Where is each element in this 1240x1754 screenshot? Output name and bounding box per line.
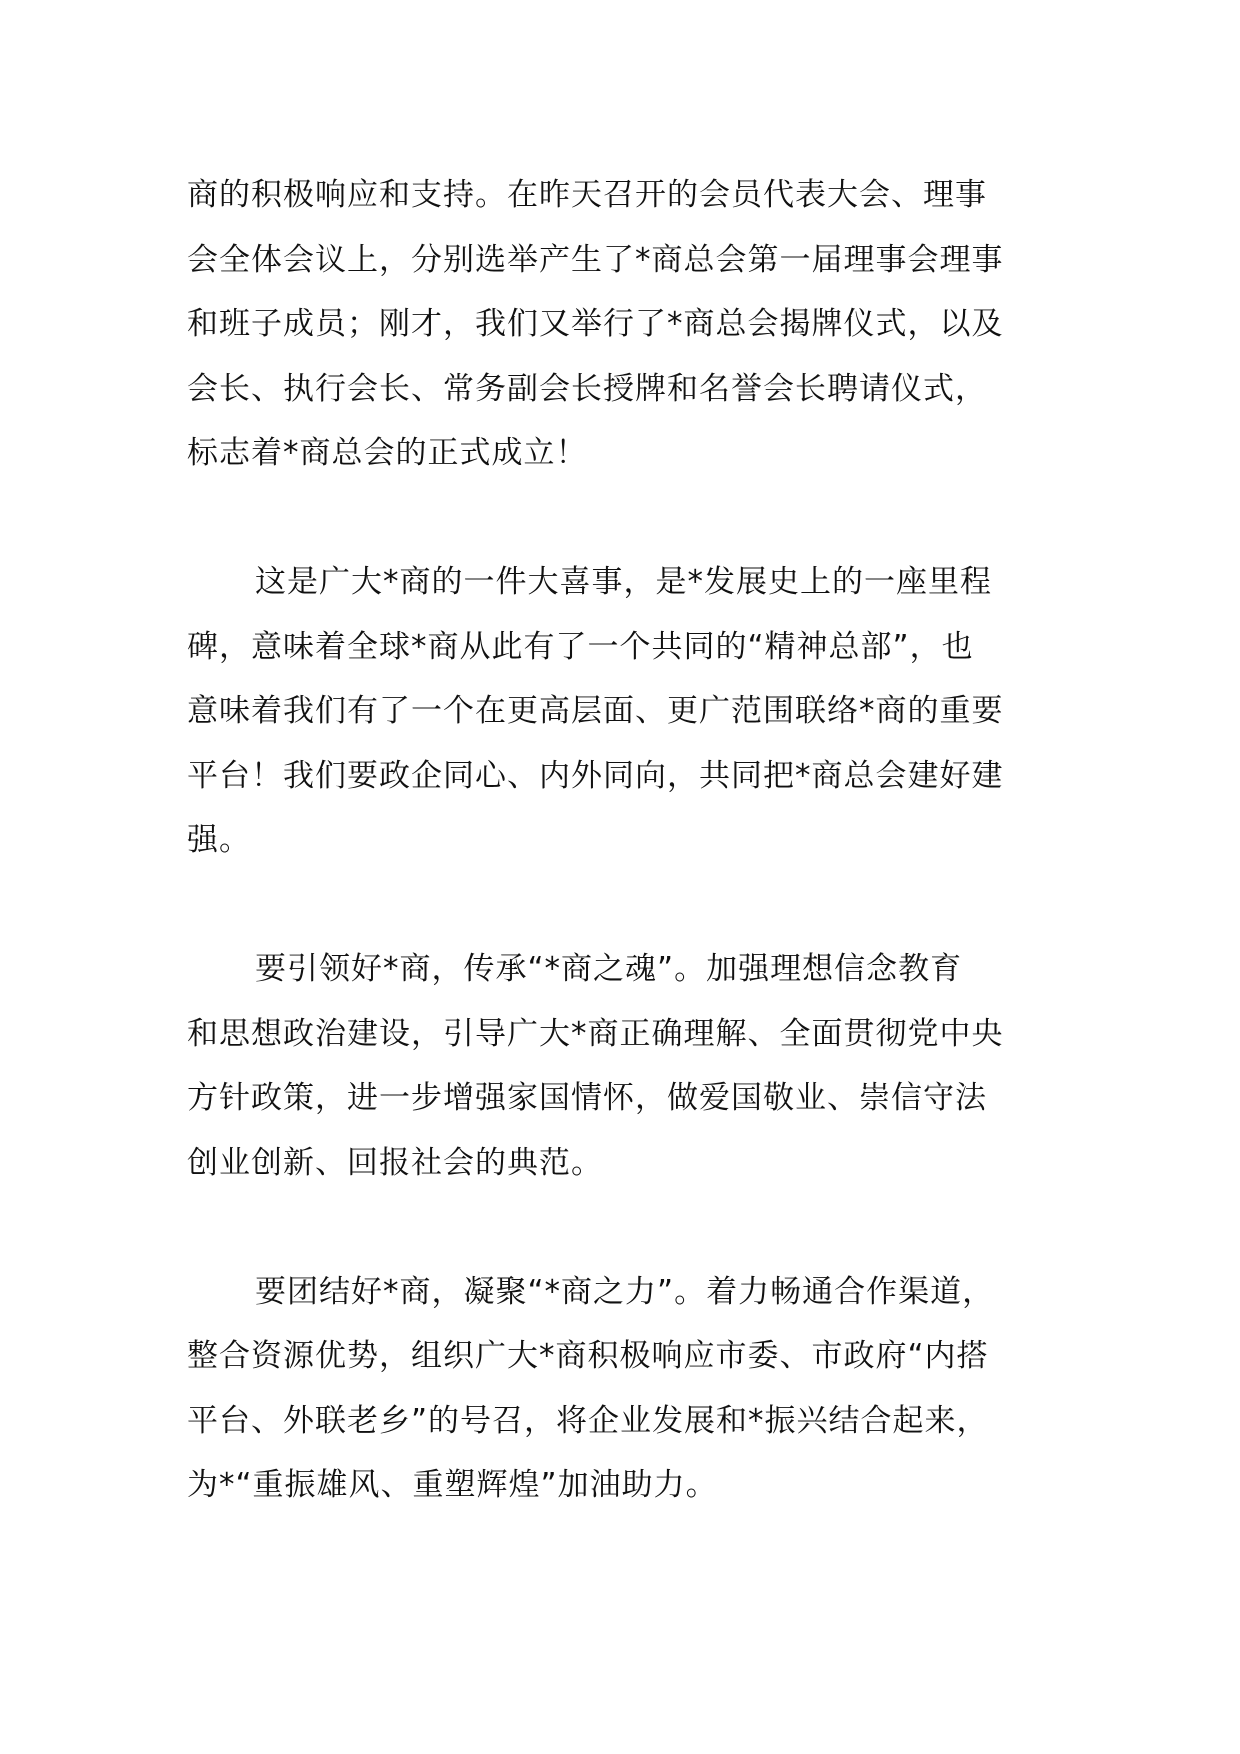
paragraph-spacer	[187, 1195, 1067, 1260]
paragraph-first-line: 要引领好*商，传承“*商之魂”。加强理想信念教育	[255, 951, 963, 987]
paragraph-spacer	[187, 873, 1067, 938]
paragraph-line: 会全体会议上，分别选举产生了*商总会第一届理事会理事	[187, 241, 1004, 278]
paragraph-line: 和班子成员；刚才，我们又举行了*商总会揭牌仪式，以及	[187, 306, 1004, 342]
paragraph-2	[187, 550, 1067, 873]
paragraph-line: 为*“重振雄风、重塑辉煌”加油助力。	[187, 1467, 718, 1503]
paragraph-4	[187, 1260, 1067, 1518]
paragraph-line: 碑，意味着全球*商从此有了一个共同的“精神总部”，也	[187, 628, 974, 665]
paragraph-line: 平台！我们要政企同心、内外同向，共同把*商总会建好建	[187, 757, 1004, 794]
paragraph-line: 方针政策，进一步增强家国情怀，做爱国敬业、崇信守法	[187, 1080, 987, 1116]
paragraph-line: 标志着*商总会的正式成立！	[187, 435, 588, 471]
paragraph-line: 会长、执行会长、常务副会长授牌和名誉会长聘请仪式，	[187, 370, 987, 407]
paragraph-line: 和思想政治建设，引导广大*商正确理解、全面贯彻党中央	[187, 1015, 1004, 1052]
paragraph-spacer	[187, 486, 1067, 551]
paragraph-line: 商的积极响应和支持。在昨天召开的会员代表大会、理事	[187, 177, 987, 213]
paragraph-first-line: 这是广大*商的一件大喜事，是*发展史上的一座里程	[255, 564, 992, 600]
paragraph-line: 平台、外联老乡”的号召，将企业发展和*振兴结合起来，	[187, 1402, 989, 1439]
paragraph-line: 意味着我们有了一个在更高层面、更广范围联络*商的重要	[187, 693, 1004, 729]
document-page	[187, 163, 1067, 1518]
paragraph-line: 强。	[187, 822, 251, 858]
paragraph-line: 整合资源优势，组织广大*商积极响应市委、市政府“内搭	[187, 1338, 989, 1374]
paragraph-first-line: 要团结好*商，凝聚“*商之力”。着力畅通合作渠道，	[255, 1273, 995, 1310]
paragraph-3	[187, 937, 1067, 1195]
paragraph-line: 创业创新、回报社会的典范。	[187, 1144, 603, 1181]
paragraph-1	[187, 163, 1067, 486]
